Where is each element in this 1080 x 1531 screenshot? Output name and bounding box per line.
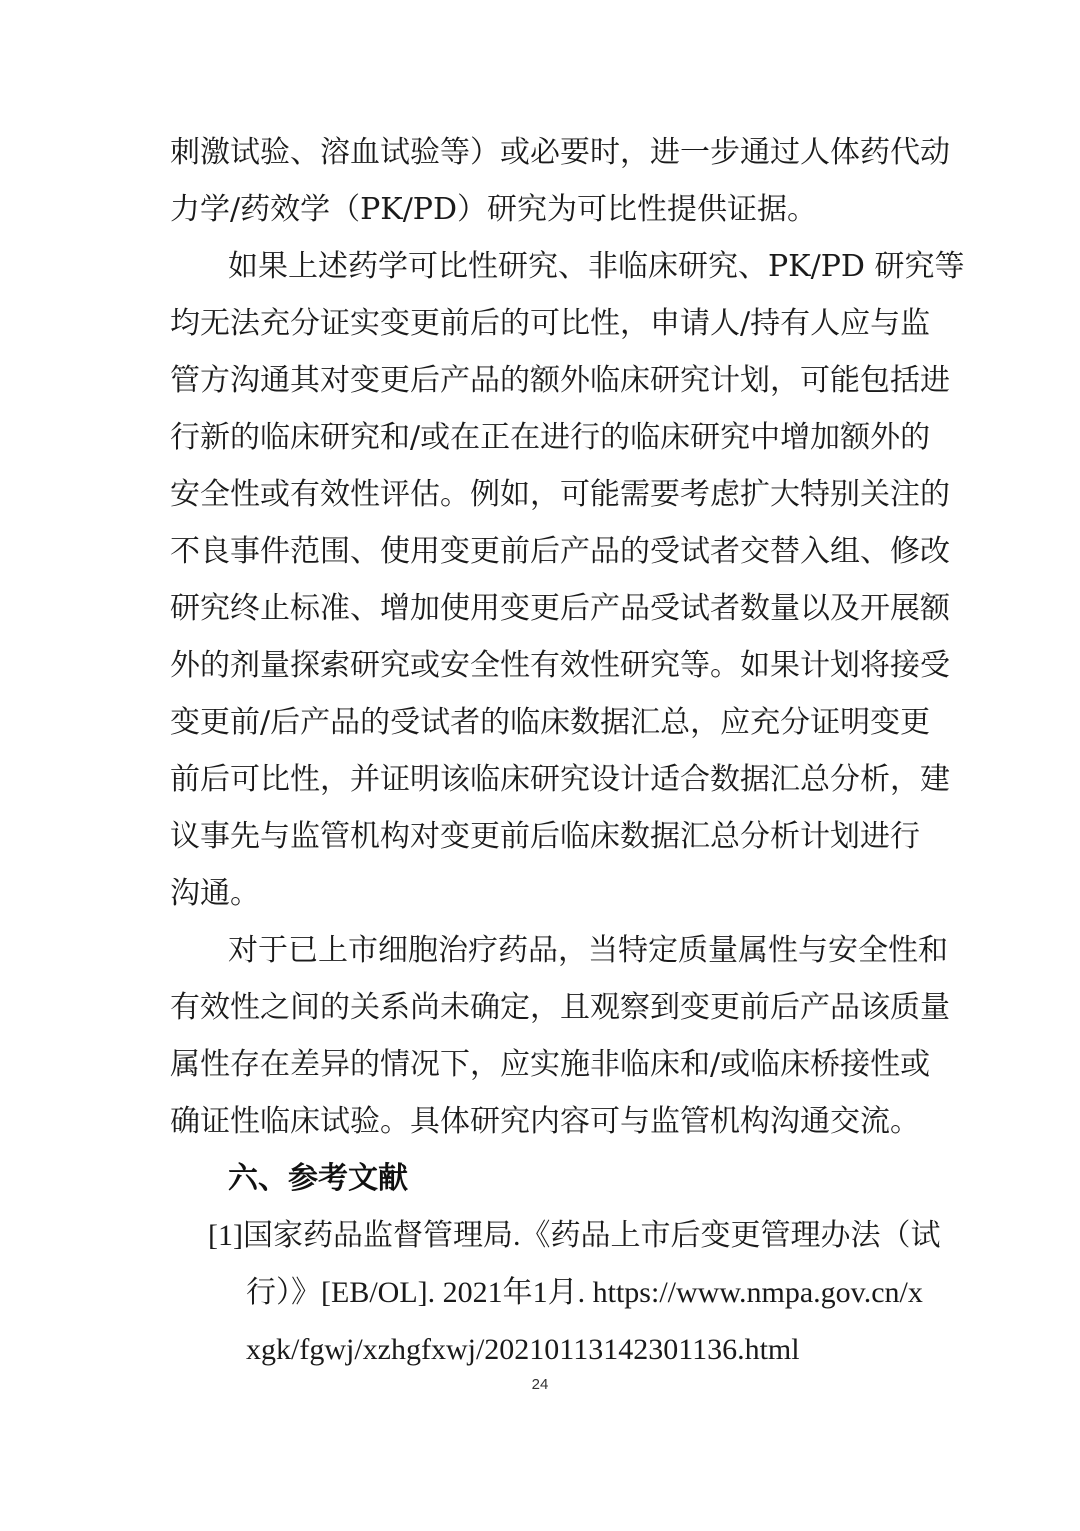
body-text-line: 沟通。 (170, 876, 260, 911)
body-text-line: 属性存在差异的情况下，应实施非临床和/或临床桥接性或 (170, 1047, 931, 1082)
body-text-line: 不良事件范围、使用变更前后产品的受试者交替入组、修改 (170, 534, 950, 569)
body-text-line: 安全性或有效性评估。例如，可能需要考虑扩大特别关注的 (170, 477, 950, 512)
reference-line: [1]国家药品监督管理局.《药品上市后变更管理办法（试 (208, 1219, 941, 1252)
body-text-line: 对于已上市细胞治疗药品，当特定质量属性与安全性和 (228, 933, 948, 968)
body-text-line: 前后可比性，并证明该临床研究设计适合数据汇总分析，建 (170, 762, 950, 797)
body-text-line: 行新的临床研究和/或在正在进行的临床研究中增加额外的 (170, 420, 931, 455)
body-text-line: 力学/药效学（PK/PD）研究为可比性提供证据。 (170, 192, 818, 227)
reference-line: 行）》[EB/OL]. 2021年1月. https://www.nmpa.gov.cn/x (246, 1276, 923, 1309)
page-number: 24 (531, 1376, 549, 1393)
body-text-line: 研究终止标准、增加使用变更后产品受试者数量以及开展额 (170, 591, 950, 626)
body-text-line: 变更前/后产品的受试者的临床数据汇总，应充分证明变更 (170, 705, 931, 740)
body-text-line: 管方沟通其对变更后产品的额外临床研究计划，可能包括进 (170, 363, 950, 398)
body-text-line: 刺激试验、溶血试验等）或必要时，进一步通过人体药代动 (170, 135, 950, 170)
body-text-line: 确证性临床试验。具体研究内容可与监管机构沟通交流。 (170, 1104, 920, 1139)
body-text-line: 外的剂量探索研究或安全性有效性研究等。如果计划将接受 (170, 648, 950, 683)
section-heading: 六、参考文献 (228, 1161, 408, 1196)
reference-line: xgk/fgwj/xzhgfxwj/20210113142301136.html (246, 1333, 800, 1366)
body-text-line: 如果上述药学可比性研究、非临床研究、PK/PD 研究等 (228, 249, 965, 284)
body-text-line: 有效性之间的关系尚未确定，且观察到变更前后产品该质量 (170, 990, 950, 1025)
body-text-line: 议事先与监管机构对变更前后临床数据汇总分析计划进行 (170, 819, 920, 854)
body-text-line: 均无法充分证实变更前后的可比性，申请人/持有人应与监 (170, 306, 931, 341)
